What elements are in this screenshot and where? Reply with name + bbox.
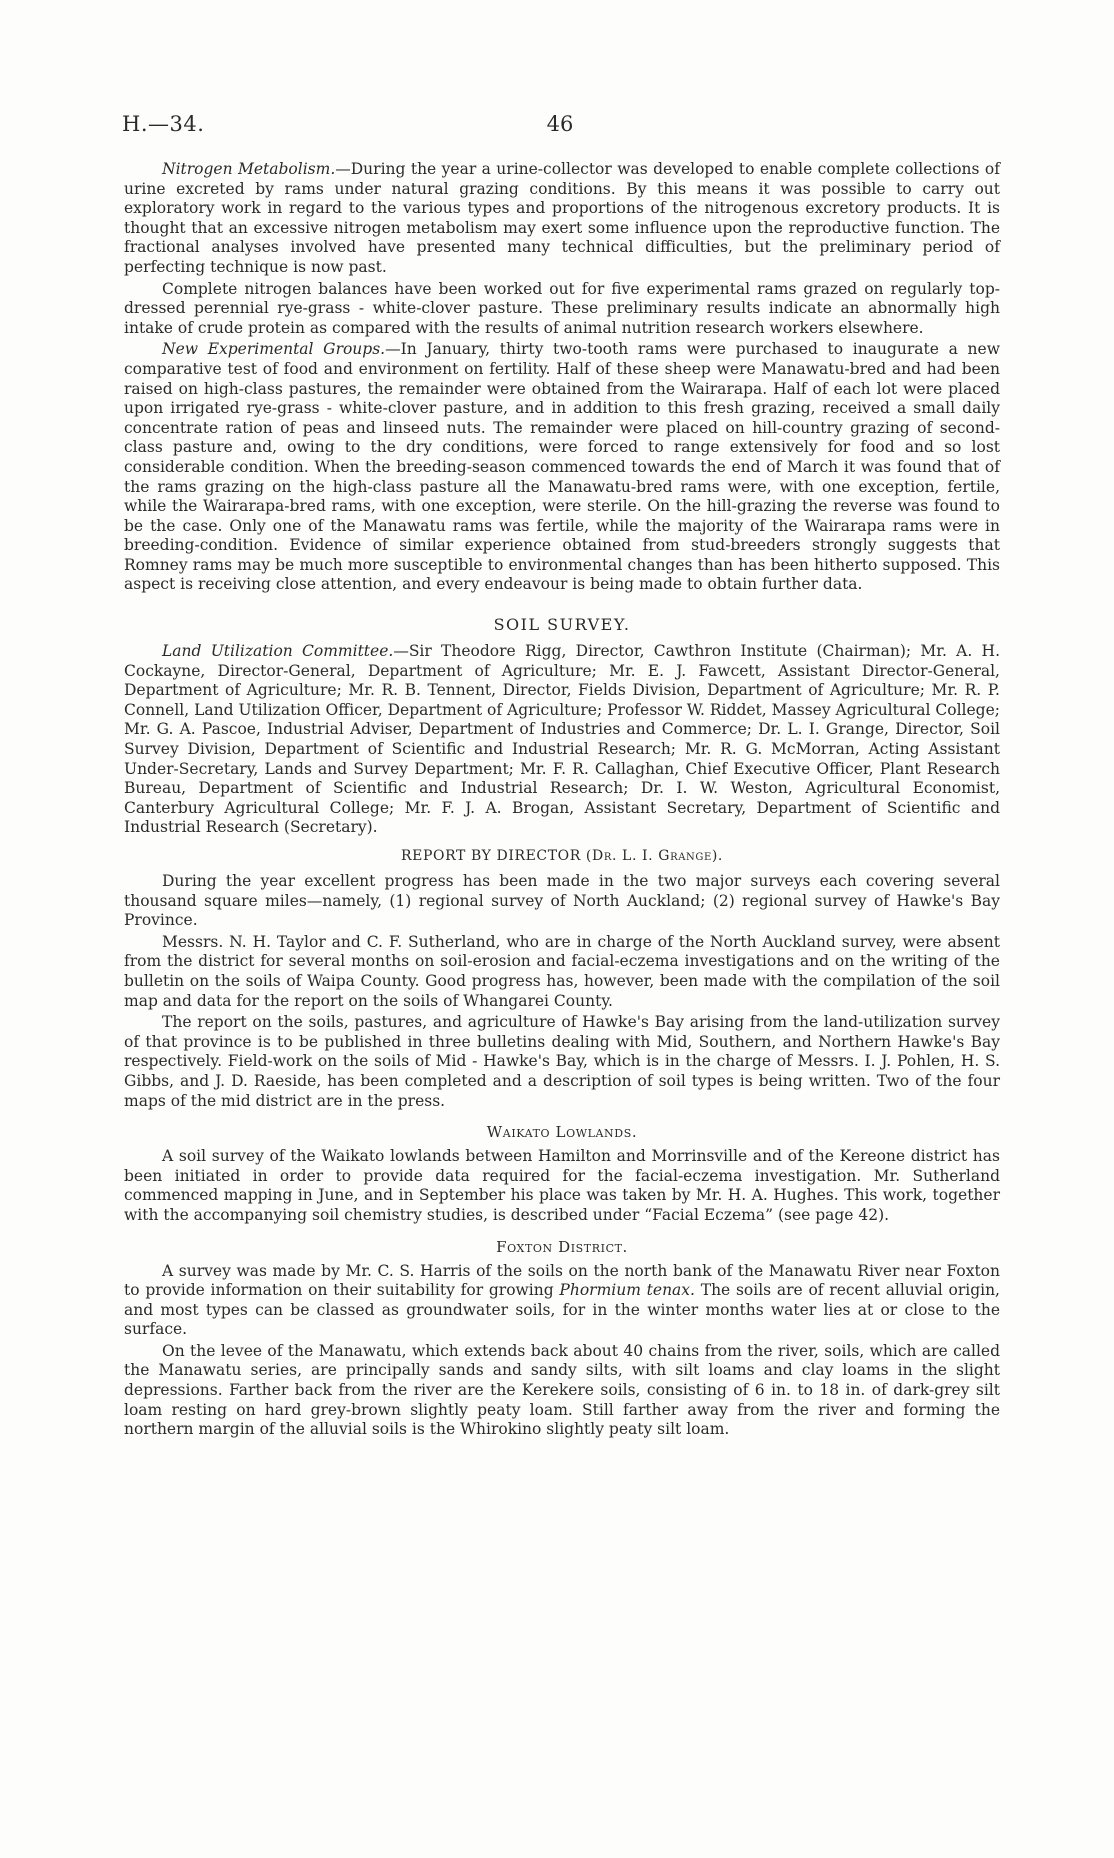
paragraph-report-north-auckland: Messrs. N. H. Taylor and C. F. Sutherland, who are in charge of the North Auckland survey, were absent from the district for several months on soil-erosion and facial-eczema investigations and on the writing of the bulletin on the soils of Waipa County. Good progress has, however, been made with the compilation of the soil map and data for the report on the soils of Whangarei County. (124, 932, 1000, 1010)
paragraph-foxton-soils: On the levee of the Manawatu, which extends back about 40 chains from the river, soils, which are called the Manawatu series, are principally sands and sandy silts, with silt loams and clay loams in the slight depressions. Farther back from the river are the Kerekere soils, consisting of 6 in. to 18 in. of dark-grey silt loam resting on hard grey-brown slightly peaty loam. Still farther away from the river and forming the northern margin of the alluvial soils is the Whirokino slightly peaty silt loam. (124, 1341, 1000, 1439)
paragraph-report-hawkes-bay: The report on the soils, pastures, and agriculture of Hawke's Bay arising from the land-utilization survey of that province is to be published in three bulletins dealing with Mid, Southern, and Northern Hawke's Bay respectively. Field-work on the soils of Mid - Hawke's Bay, which is in the charge of Messrs. I. J. Pohlen, H. S. Gibbs, and J. D. Raeside, has been completed and a description of soil types is being written. Two of the four maps of the mid district are in the press. (124, 1013, 1000, 1110)
text-land-utilization-committee: —Sir Theodore Rigg, Director, Cawthron Institute (Chairman); Mr. A. H. Cockayne, Director-General, Department of Agriculture; Mr. E. J. Fawcett, Assistant Director-General, Department of Agriculture; Mr. R. B. Tennent, Director, Fields Division, Department of Agriculture; Mr. R. P. Connell, Land Utilization Officer, Department of Agriculture; Professor W. Riddet, Massey Agricultural College; Mr. G. A. Pascoe, Industrial Adviser, Department of Industries and Commerce; Dr. L. I. Grange, Director, Soil Survey Division, Department of Scientific and Industrial Research; Mr. R. G. McMorran, Acting Assistant Under-Secretary, Lands and Survey Department; Mr. F. R. Callaghan, Chief Executive Officer, Plant Research Bureau, Department of Scientific and Industrial Research; Dr. I. W. Weston, Agricultural Economist, Canterbury Agricultural College; Mr. F. J. A. Brogan, Assistant Secretary, Department of Scientific and Industrial Research (Secretary). (124, 642, 1000, 837)
paragraph-report-progress: During the year excellent progress has been made in the two major surveys each covering several thousand square miles—namely, (1) regional survey of North Auckland; (2) regional survey of Hawke's Bay Province. (124, 872, 1000, 930)
lead-nitrogen-metabolism: Nitrogen Metabolism. (162, 160, 336, 178)
page-body (124, 160, 1000, 1442)
subsection-title-foxton-district: Foxton District. (496, 1237, 628, 1256)
text-nitrogen-metabolism: —During the year a urine-collector was developed to enable complete collections of urine excreted by rams under natural grazing conditions. By this means it was possible to carry out exploratory work in regard to the various types and proportions of the nitrogenous excretory products. It is thought that an excessive nitrogen metabolism may exert some influence upon the reproductive function. The fractional analyses involved have presented many technical difficulties, but the preliminary period of perfecting technique is now past. (124, 160, 1000, 276)
lead-land-utilization-committee: Land Utilization Committee. (162, 642, 394, 661)
species-name: Phormium tenax. (559, 1281, 695, 1300)
paragraph-nitrogen-balances: Complete nitrogen balances have been worked out for five experimental rams grazed on regularly top-dressed perennial rye-grass - white-clover pasture. These preliminary results indicate an abnormally high intake of crude protein as compared with the results of animal nutrition research workers elsewhere. (124, 279, 1000, 337)
report-reference: H.—34. (122, 112, 205, 136)
paragraph-nitrogen-metabolism (124, 160, 1000, 278)
paragraph-land-utilization-committee (124, 642, 1000, 838)
report-author: Dr. L. I. Grange (592, 848, 712, 864)
subsection-title-waikato-lowlands: Waikato Lowlands. (486, 1123, 638, 1142)
page-number: 46 (546, 112, 574, 136)
paragraph-waikato-lowlands: A soil survey of the Waikato lowlands between Hamilton and Morrinsville and of the Kereone district has been initiated in order to provide data required for the facial-eczema investigation. Mr. Sutherland commenced mapping in June, and in September his place was taken by Mr. H. A. Hughes. This work, together with the accompanying soil chemistry studies, is described under “Facial Eczema” (see page 42). (124, 1147, 1000, 1224)
paragraph-foxton-survey: A survey was made by Mr. C. S. Harris of the soils on the north bank of the Manawatu River near Foxton to provide information on their suitability for growing Phormium tenax. The soils are of recent alluvial origin, and most types can be classed as groundwater soils, for in the winter months water lies at or close to the surface. (124, 1261, 1000, 1339)
report-by-director-heading: REPORT BY DIRECTOR (Dr. L. I. Grange). (401, 848, 723, 864)
lead-experimental-groups: New Experimental Groups. (162, 340, 386, 359)
section-title-soil-survey: SOIL SURVEY. (493, 615, 631, 635)
page-header (122, 112, 998, 142)
paragraph-experimental-groups (124, 340, 1000, 595)
text-experimental-groups: —In January, thirty two-tooth rams were purchased to inaugurate a new comparative test of food and environment on fertility. Half of these sheep were Manawatu-bred and had been raised on high-class pastures, the remainder were obtained from the Wairarapa. Half of each lot were placed upon irrigated rye-grass - white-clover pasture, and in addition to this fresh grazing, received a small daily concentrate ration of peas and linseed nuts. The remainder were placed on hill-country grazing of second-class pasture and, owing to the dry conditions, were forced to range extensively for food and so lost considerable condition. When the breeding-season commenced towards the end of March it was found that of the rams grazing on the high-class pasture all the Manawatu-bred rams were, with one exception, fertile, while the Wairarapa-bred rams, with one exception, were sterile. On the hill-grazing the reverse was found to be the case. Only one of the Manawatu rams was fertile, while the majority of the Wairarapa rams were in breeding-condition. Evidence of similar experience obtained from stud-breeders strongly suggests that Romney rams may be much more susceptible to environmental changes than has been hitherto supposed. This aspect is receiving close attention, and every endeavour is being made to obtain further data. (124, 340, 1000, 594)
